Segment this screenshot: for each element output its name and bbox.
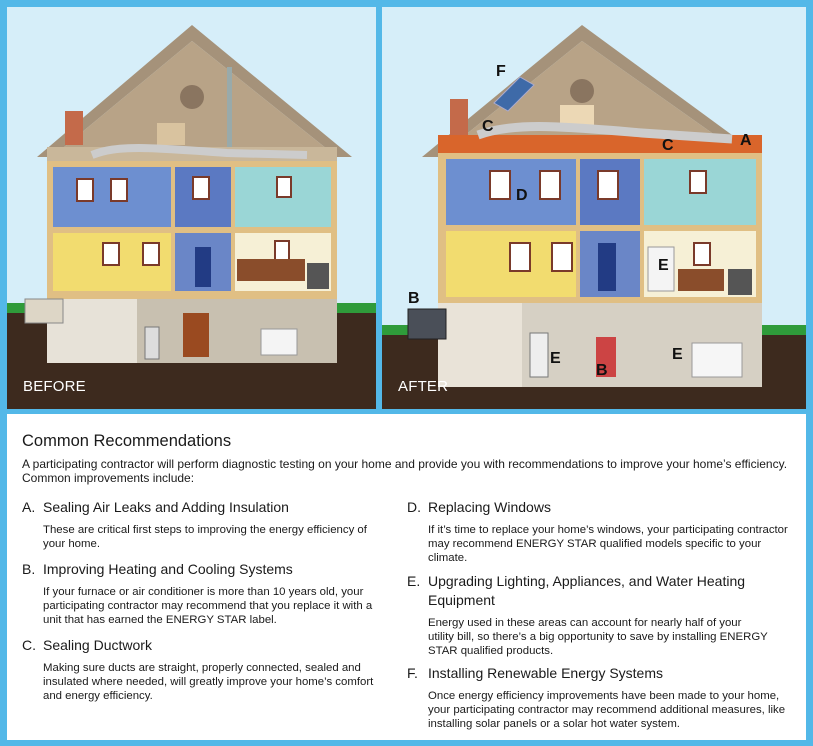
recommendation-title: A. Sealing Air Leaks and Adding Insulation [22,499,289,515]
recommendation-f [407,664,792,731]
recommendation-title: C. Sealing Ductwork [22,637,152,653]
intro-paragraph: A participating contractor will perform diagnostic testing on your home and provide you with recommendations to improve your home’s efficiency. Common improvements include: [22,457,788,485]
recommendation-description: These are critical first steps to improving the energy efficiency of your home. [43,524,367,550]
recommendation-title: B. Improving Heating and Cooling Systems [22,561,293,577]
marker-c-left: C [482,118,494,135]
before-house-drawing [7,7,376,409]
after-house-drawing [382,7,806,409]
marker-e-laundry: E [672,346,683,363]
marker-d: D [516,187,528,204]
marker-e-kitchen: E [658,257,669,274]
after-house-illustration [382,7,806,409]
recommendation-title: F. Installing Renewable Energy Systems [407,665,664,681]
marker-b-outdoor: B [408,290,420,307]
recommendation-title: D. Replacing Windows [407,499,551,515]
recommendation-description: Energy used in these areas can account for nearly half of your utility bill, so there’s a big opportunity to save by installing ENERGY STAR qualified products. [428,617,768,657]
marker-a: A [740,132,752,149]
recommendation-description: Once energy efficiency improvements have been made to your home, your participating contractor may recommend additional measures, like installing solar panels or a solar hot water system. [428,690,786,730]
recommendation-a [22,498,382,551]
recommendation-description: If it’s time to replace your home’s windows, your participating contractor may recommend ENERGY STAR qualified models specific to your climate. [428,524,788,564]
recommendations-section [7,414,806,740]
marker-e-basement: E [550,350,561,367]
before-label: BEFORE [23,378,86,395]
marker-b-furnace: B [596,362,608,379]
recommendation-e [407,572,768,658]
after-label: AFTER [398,378,449,395]
recommendation-title: E. Upgrading Lighting, Appliances, and Water Heating Equipment [407,573,746,608]
marker-c-right: C [662,137,674,154]
recommendation-d [407,498,792,565]
recommendation-b [22,560,382,627]
recommendation-description: If your furnace or air conditioner is more than 10 years old, your participating contractor may recommend that you replace it with a unit that has earned the ENERGY STAR label. [43,586,373,626]
before-house-illustration [7,7,376,409]
recommendation-c [22,636,382,703]
section-heading: Common Recommendations [22,432,232,450]
marker-f: F [496,63,506,80]
recommendation-description: Making sure ducts are straight, properly connected, sealed and insulated where needed, will greatly improve your home’s comfort and energy efficiency. [43,662,374,702]
